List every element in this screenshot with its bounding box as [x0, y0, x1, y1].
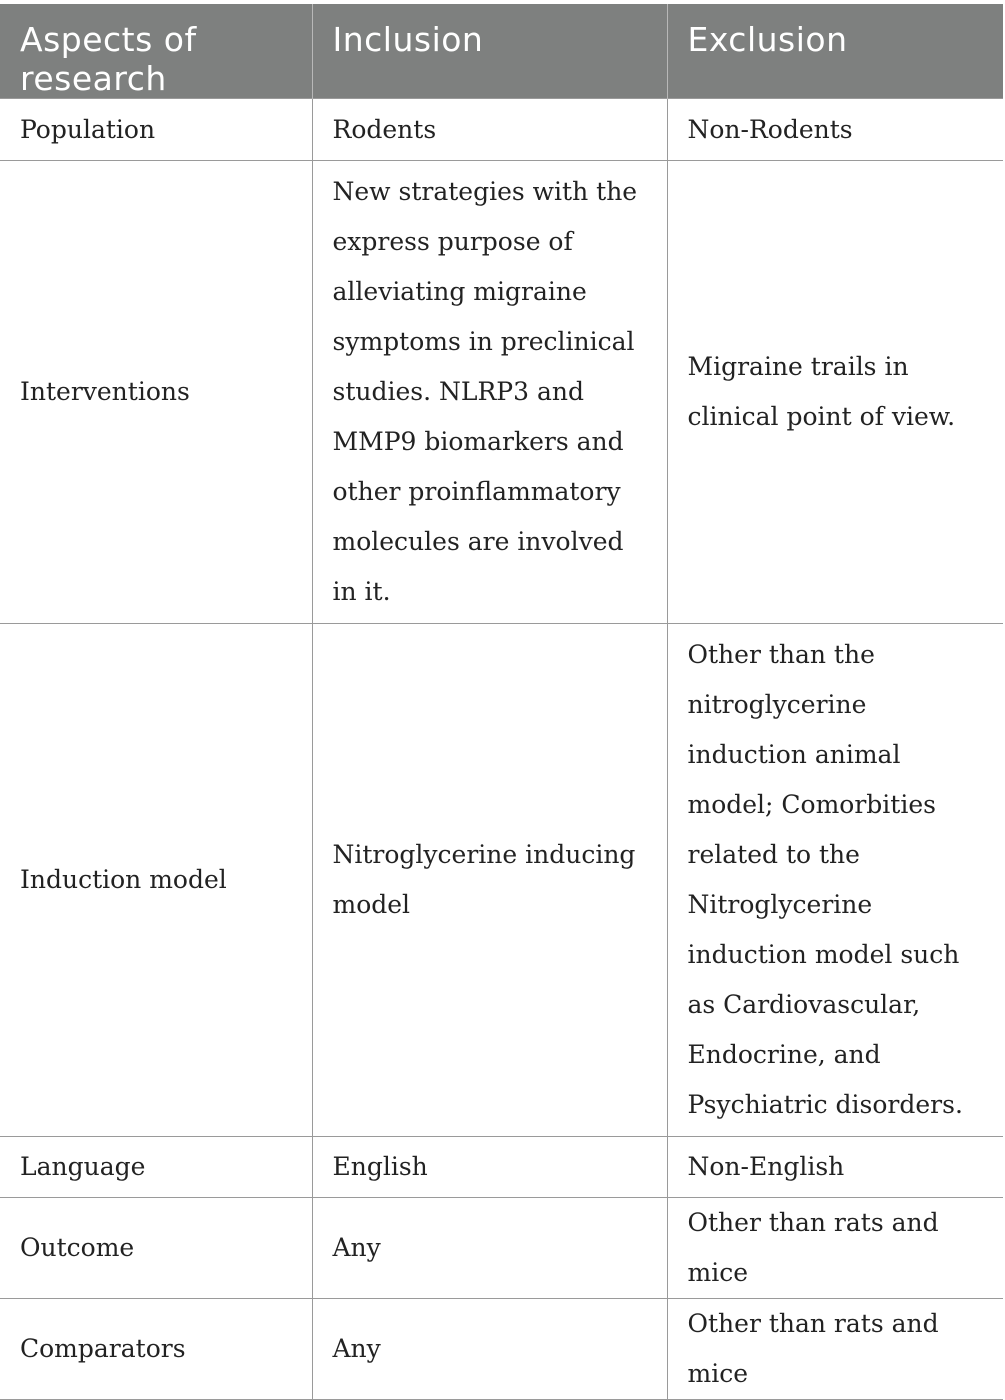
- criteria-table: [0, 4, 1003, 1400]
- table-header: [0, 4, 1003, 99]
- table-row: [0, 624, 1003, 1137]
- inclusion-cell: New strategies with the express purpose of alleviating migraine symptoms in preclinical studies. NLRP3 and MMP9 biomarkers and other proinflammatory molecules are involved in it.: [312, 161, 667, 624]
- aspect-cell: Population: [0, 99, 312, 161]
- table-body: [0, 99, 1003, 1400]
- aspect-cell: Language: [0, 1137, 312, 1198]
- table-row: [0, 161, 1003, 624]
- header-row: [0, 4, 1003, 99]
- aspect-cell: Induction model: [0, 624, 312, 1137]
- exclusion-cell: Other than rats and mice: [667, 1198, 1003, 1299]
- inclusion-cell: English: [312, 1137, 667, 1198]
- header-exclusion: Exclusion: [667, 4, 1003, 99]
- exclusion-cell: Non-English: [667, 1137, 1003, 1198]
- table-row: [0, 1137, 1003, 1198]
- aspect-cell: Outcome: [0, 1198, 312, 1299]
- table-row: [0, 99, 1003, 161]
- exclusion-cell: Non-Rodents: [667, 99, 1003, 161]
- aspect-cell: Comparators: [0, 1299, 312, 1400]
- inclusion-cell: Rodents: [312, 99, 667, 161]
- header-aspects: Aspects of research: [0, 4, 312, 99]
- inclusion-cell: Any: [312, 1198, 667, 1299]
- header-inclusion: Inclusion: [312, 4, 667, 99]
- exclusion-cell: Other than rats and mice: [667, 1299, 1003, 1400]
- table-row: [0, 1198, 1003, 1299]
- aspect-cell: Interventions: [0, 161, 312, 624]
- inclusion-cell: Nitroglycerine inducing model: [312, 624, 667, 1137]
- exclusion-cell: Other than the nitroglycerine induction animal model; Comorbities related to the Nitroglycerine induction model such as Cardiovascular, Endocrine, and Psychiatric disorders.: [667, 624, 1003, 1137]
- table-row: [0, 1299, 1003, 1400]
- inclusion-cell: Any: [312, 1299, 667, 1400]
- exclusion-cell: Migraine trails in clinical point of view.: [667, 161, 1003, 624]
